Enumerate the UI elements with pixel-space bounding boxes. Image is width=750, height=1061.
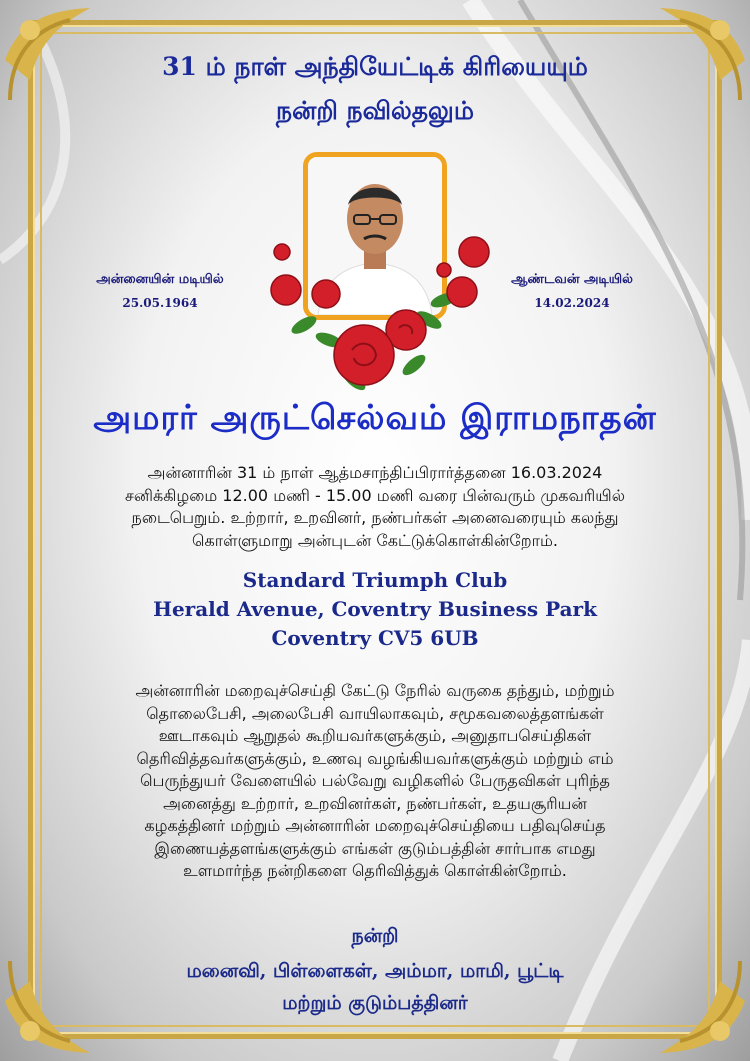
title-line-2: நன்றி நவில்தலும் (276, 96, 474, 125)
venue-name: Standard Triumph Club (242, 568, 508, 592)
gratitude-line: பெருந்துயர் வேளையில் பல்வேறு வழிகளில் பேருதவிகள் புரிந்த (140, 771, 610, 790)
death-info (487, 272, 657, 310)
gratitude-line: தொலைபேசி, அலைபேசி வாயிலாகவும், சமூகவலைத்தளங்கள் (146, 703, 604, 723)
venue-street: Herald Avenue, Coventry Business Park (153, 597, 597, 621)
gratitude-line: ஊடாகவும் ஆறுதல் கூறியவர்களுக்கும், அனுதாபசெய்திகள் (158, 726, 592, 745)
invitation-paragraph (80, 462, 670, 552)
gratitude-line: அனைத்து உற்றார், உறவினர்கள், நண்பர்கள், உதயசூரியன் (163, 793, 587, 813)
gratitude-line: அன்னாரின் மறைவுச்செய்தி கேட்டு நேரில் வருகை தந்தும், மற்றும் (135, 681, 615, 700)
gratitude-line: தெரிவித்தவர்களுக்கும், உணவு வழங்கியவர்களுக்கும் மற்றும் எம் (136, 748, 614, 768)
signoff-line-1: மனைவி, பிள்ளைகள், அம்மா, மாமி, பூட்டி (186, 960, 564, 982)
rose-bouquet-icon (264, 230, 494, 405)
invitation-line: நடைபெறும். உற்றார், உறவினர், நண்பர்கள் அனைவரையும் கலந்து (131, 508, 619, 527)
death-label: ஆண்டவன் அடியில் (511, 272, 633, 287)
gratitude-paragraph (80, 680, 670, 883)
gratitude-line: கழகத்தினர் மற்றும் அன்னாரின் மறைவுச்செய்தியை பதிவுசெய்த (144, 816, 606, 835)
birth-label: அன்னையின் மடியில் (96, 272, 224, 287)
invitation-line: கொள்ளுமாறு அன்புடன் கேட்டுக்கொள்கின்றோம். (192, 530, 558, 550)
deceased-name: அமரர் அருட்செல்வம் இராமநாதன் (93, 398, 657, 438)
birth-date: 25.05.1964 (122, 296, 198, 310)
gratitude-line: உளமார்ந்த நன்றிகளை தெரிவித்துக் கொள்கின்றோம். (183, 861, 567, 880)
birth-info (75, 272, 245, 310)
thanks-heading: நன்றி (351, 925, 399, 947)
title-line-1: 31 ம் நாள் அந்தியேட்டிக் கிரியையும் (162, 52, 588, 81)
invitation-line: அன்னாரின் 31 ம் நாள் ஆத்மசாந்திப்பிரார்த்தனை 16.03.2024 (147, 463, 603, 482)
invitation-line: சனிக்கிழமை 12.00 மணி - 15.00 மணி வரை பின்வரும் முகவரியில் (124, 485, 626, 505)
death-date: 14.02.2024 (534, 296, 610, 310)
gratitude-line: இணையத்தளங்களுக்கும் எங்கள் குடும்பத்தின் சார்பாக எமது (154, 838, 596, 858)
venue-city: Coventry CV5 6UB (271, 626, 479, 650)
signoff-line-2: மற்றும் குடும்பத்தினர் (282, 992, 468, 1014)
